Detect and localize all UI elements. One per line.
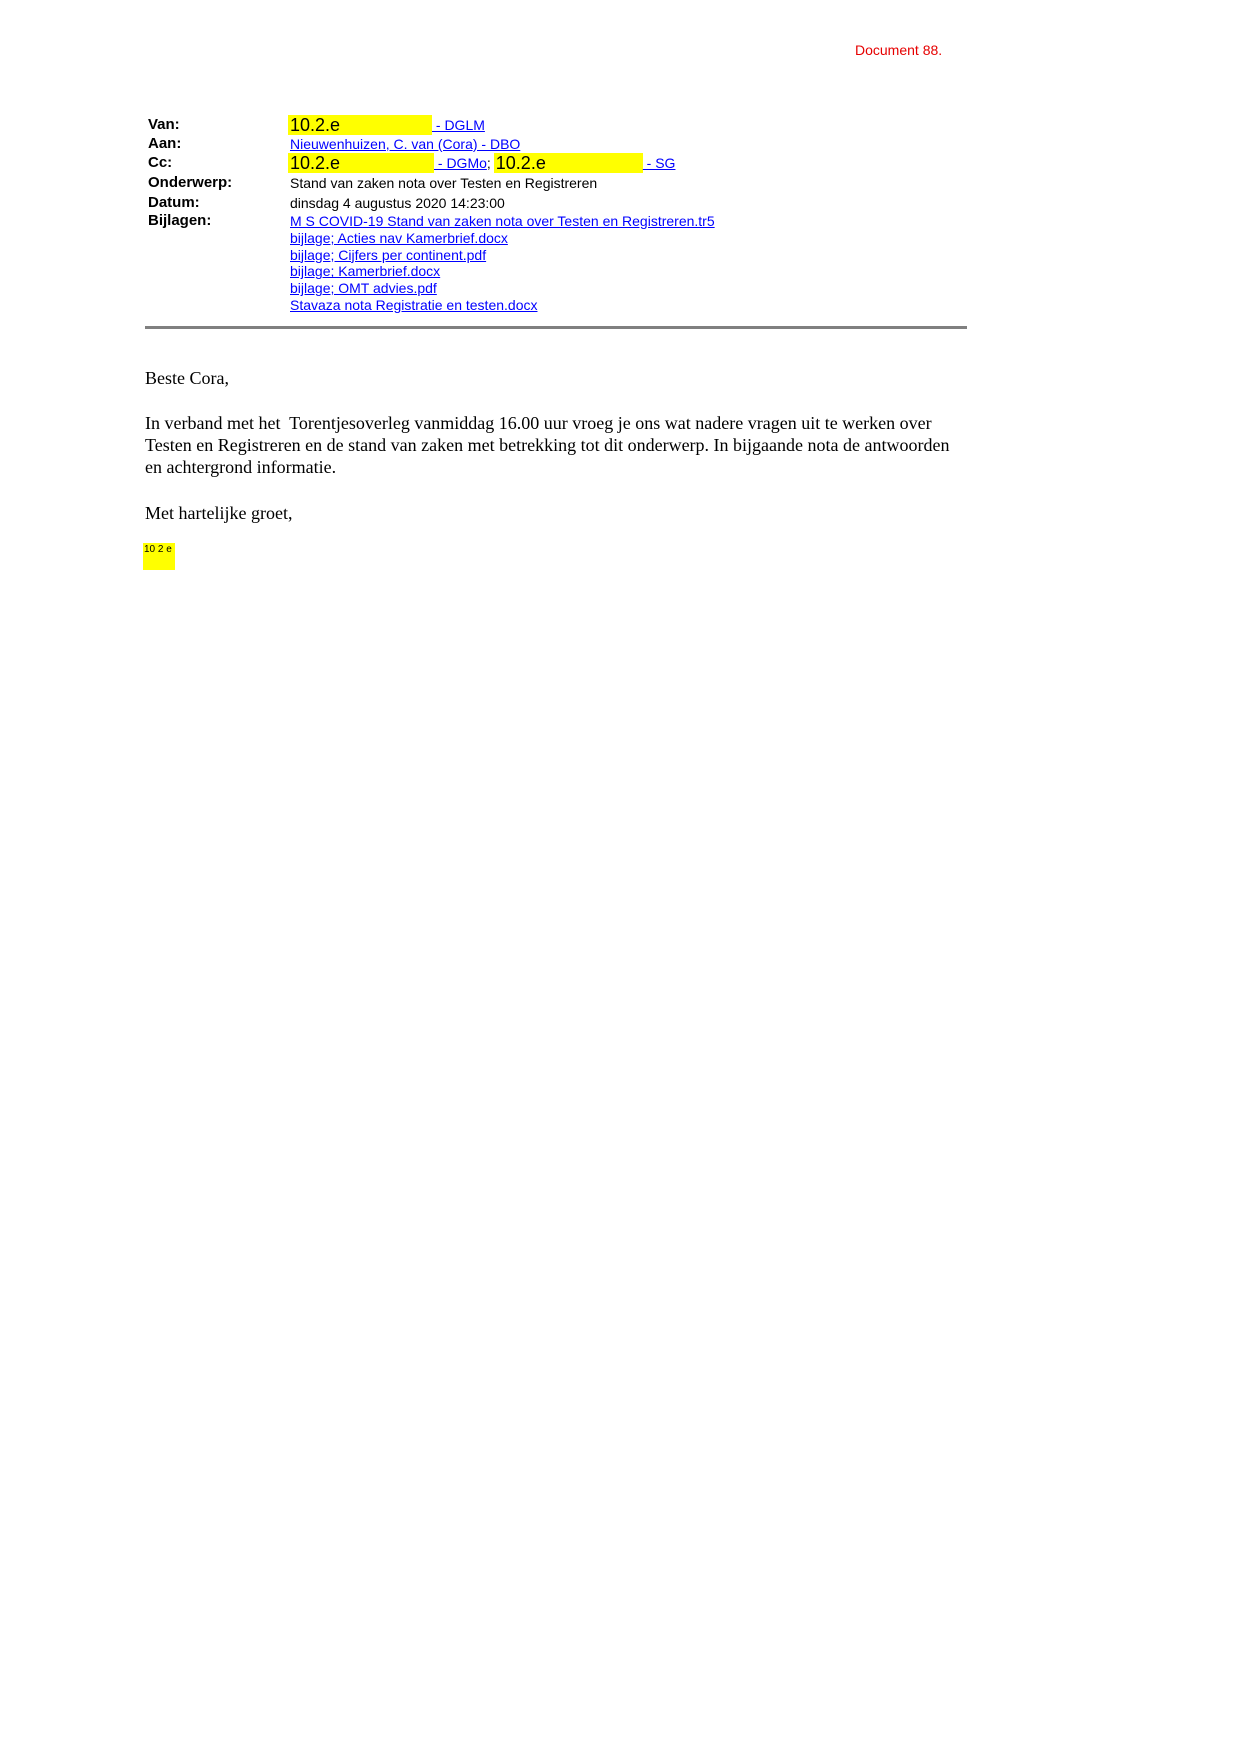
attachment-link[interactable]: bijlage; OMT advies.pdf	[290, 280, 437, 297]
message-paragraph	[145, 412, 949, 478]
cc-value	[290, 153, 675, 173]
van-value	[290, 115, 485, 135]
datum-label: Datum:	[148, 193, 200, 211]
van-row	[148, 115, 978, 135]
closing-text: Met hartelijke groet,	[145, 503, 293, 523]
cc-label: Cc:	[148, 153, 173, 171]
sender-link[interactable]: - DGLM	[432, 116, 485, 133]
message-line: Testen en Registreren en de stand van zaken met betrekking tot dit onderwerp. In bijgaande nota de antwoorden	[145, 435, 950, 455]
aan-label: Aan:	[148, 134, 182, 152]
cc-row	[148, 153, 978, 173]
subject-value: Stand van zaken nota over Testen en Registreren	[290, 174, 598, 191]
bijlagen-row	[148, 213, 978, 314]
van-label: Van:	[148, 115, 180, 133]
recipient-link[interactable]: Nieuwenhuizen, C. van (Cora) - DBO	[290, 135, 521, 152]
attachment-link[interactable]: bijlage; Kamerbrief.docx	[290, 263, 441, 280]
attachment-link[interactable]: bijlage; Cijfers per continent.pdf	[290, 246, 487, 263]
header-divider	[145, 326, 967, 329]
message-line: en achtergrond informatie.	[145, 457, 337, 477]
aan-row	[148, 135, 978, 153]
onderwerp-label: Onderwerp:	[148, 173, 233, 191]
cc-recipient-link[interactable]: - SG	[642, 154, 676, 171]
bijlagen-label: Bijlagen:	[148, 212, 212, 229]
aan-value	[290, 136, 520, 153]
signature-redaction: 10 2 e	[143, 543, 175, 570]
attachment-list	[290, 213, 715, 314]
document-number-stamp: Document 88.	[855, 42, 943, 58]
datum-row	[148, 193, 978, 213]
attachment-link[interactable]: bijlage; Acties nav Kamerbrief.docx	[290, 229, 508, 246]
email-header	[148, 115, 978, 314]
subject-value-cell	[290, 175, 597, 192]
attachment-link[interactable]: M S COVID-19 Stand van zaken nota over Testen en Registreren.tr5	[290, 213, 715, 229]
redaction-highlight: 10.2.e	[288, 115, 432, 135]
cc-separator: ;	[486, 154, 491, 171]
date-value: dinsdag 4 augustus 2020 14:23:00	[290, 194, 505, 211]
attachment-link[interactable]: Stavaza nota Registratie en testen.docx	[290, 296, 538, 313]
redaction-highlight: 10.2.e	[288, 153, 434, 173]
onderwerp-row	[148, 173, 978, 193]
redaction-highlight: 10.2.e	[494, 153, 643, 173]
cc-recipient-link[interactable]: - DGMo	[434, 154, 487, 171]
greeting-text: Beste Cora,	[145, 368, 229, 388]
message-line: In verband met het Torentjesoverleg vanmiddag 16.00 uur vroeg je ons wat nadere vragen uit te werken over	[145, 413, 932, 433]
date-value-cell	[290, 195, 505, 212]
